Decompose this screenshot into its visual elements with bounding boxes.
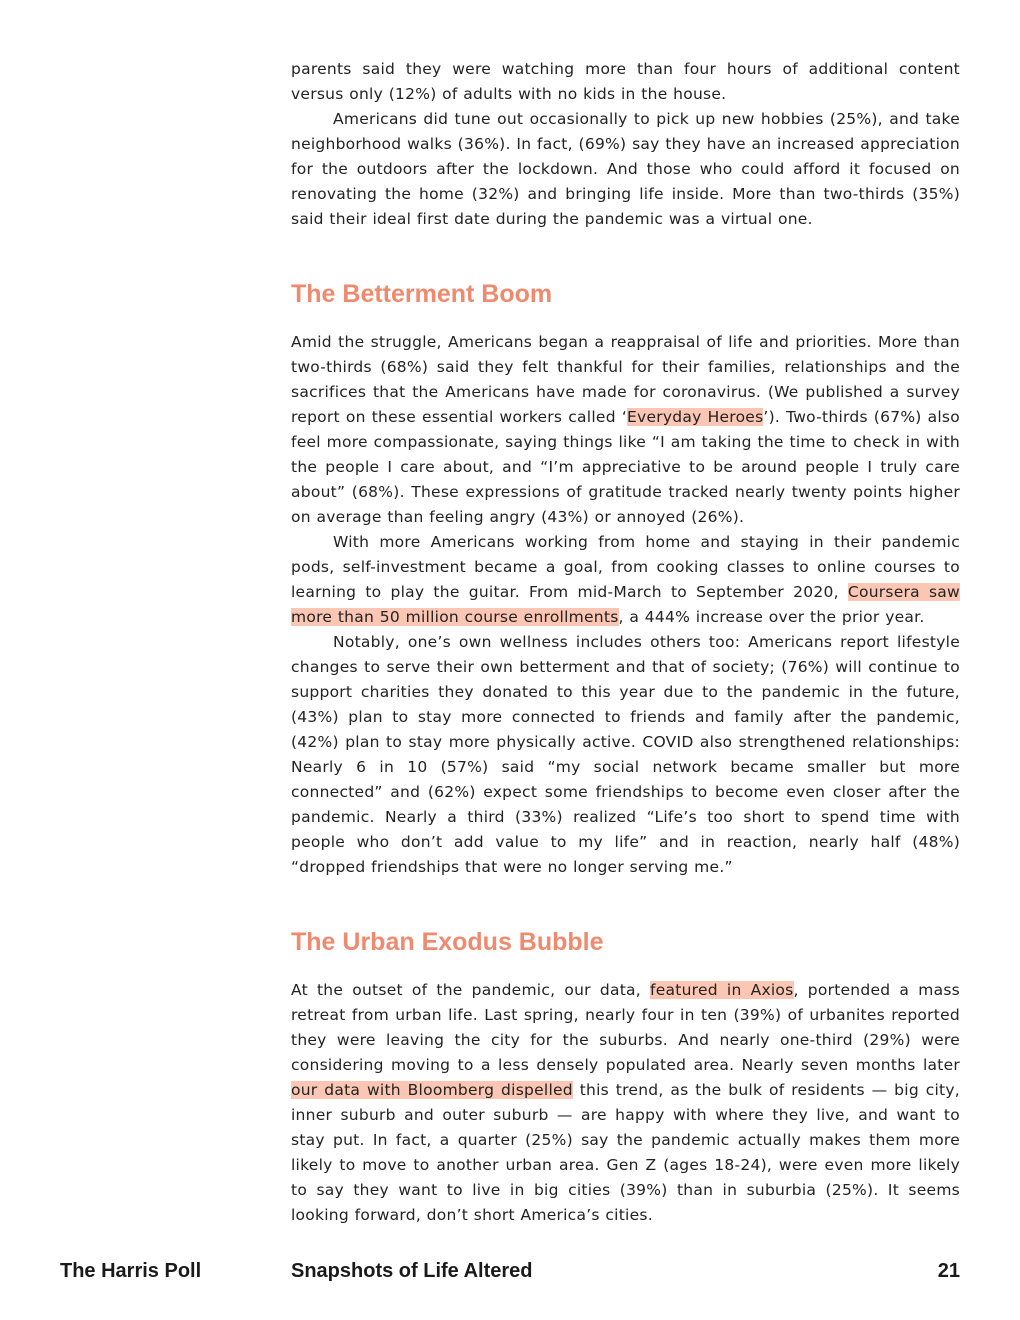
main-column [291,57,960,1228]
section-heading-betterment: The Betterment Boom [291,280,553,308]
bloomberg-link[interactable]: our data with Bloomberg dispelled [291,1081,573,1099]
urban-paragraph-1 [291,978,960,1228]
text-span: this trend, as the bulk of residents — big city, inner suburb and outer suburb — are happy with where they live, and want to stay put. In fact, a quarter (25%) say the pandemic actually makes them more likely to move to another urban area. Gen Z (ages 18-24), were even more likely to say they want to live in big cities (39%) than in suburbia (25%). It seems looking forward, don’t short America’s cities. [291,1081,960,1224]
text-span: ’). Two-thirds (67%) also feel more compassionate, saying things like “I am taking the time to check in with the people I care about, and “I’m appreciative to be around people I truly care about” (68%). These expressions of gratitude tracked nearly twenty points higher on average than feeling angry (43%) or annoyed (26%). [291,408,960,526]
text-span: , a 444% increase over the prior year. [618,608,925,626]
text-span: At the outset of the pandemic, our data, [291,981,651,999]
betterment-paragraph-2 [291,530,960,630]
section-heading-urban-exodus: The Urban Exodus Bubble [291,928,604,956]
footer-brand: The Harris Poll [60,1260,202,1282]
coursera-link[interactable]: Coursera saw more than 50 million course enrollments [291,583,960,626]
axios-link[interactable]: featured in Axios [650,981,794,999]
betterment-paragraph-3: Notably, one’s own wellness includes others too: Americans report lifestyle changes to serve their own betterment and that of society; (76%) will continue to support charities they donated to this year due to the pandemic in the future, (43%) plan to stay more connected to friends and family after the pandemic, (42%) plan to stay more physically active. COVID also strengthened relationships: Nearly 6 in 10 (57%) said “my social network became smaller but more connected” and (62%) expect some friendships to become even closer after the pandemic. Nearly a third (33%) realized “Life’s too short to spend time with people who don’t add value to my life” and in reaction, nearly half (48%) “dropped friendships that were no longer serving me.” [291,633,960,876]
everyday-heroes-link[interactable]: Everyday Heroes [627,408,764,426]
text-span: With more Americans working from home and staying in their pandemic pods, self-investment became a goal, from cooking classes to online courses to learning to play the guitar. From mid-March to September 2020, [291,533,960,601]
text-span: Amid the struggle, Americans began a reappraisal of life and priorities. More than two-thirds (68%) said they felt thankful for their families, relationships and the sacrifices that the Americans have made for coronavirus. (We published a survey report on these essential workers called ‘ [291,333,960,426]
footer-title: Snapshots of Life Altered [291,1260,533,1282]
betterment-paragraph-1 [291,330,960,530]
continuation-paragraph-1: parents said they were watching more than four hours of additional content versus only (12%) of adults with no kids in the house. [291,60,960,103]
continuation-paragraph-2: Americans did tune out occasionally to pick up new hobbies (25%), and take neighborhood walks (36%). In fact, (69%) say they have an increased appreciation for the outdoors after the lockdown. And those who could afford it focused on renovating the home (32%) and bringing life inside. More than two-thirds (35%) said their ideal first date during the pandemic was a virtual one. [291,110,960,228]
text-span: , portended a mass retreat from urban life. Last spring, nearly four in ten (39%) of urbanites reported they were leaving the city for the suburbs. And nearly one-third (29%) were considering moving to a less densely populated area. Nearly seven months later [291,981,960,1074]
page-number: 21 [937,1260,960,1282]
